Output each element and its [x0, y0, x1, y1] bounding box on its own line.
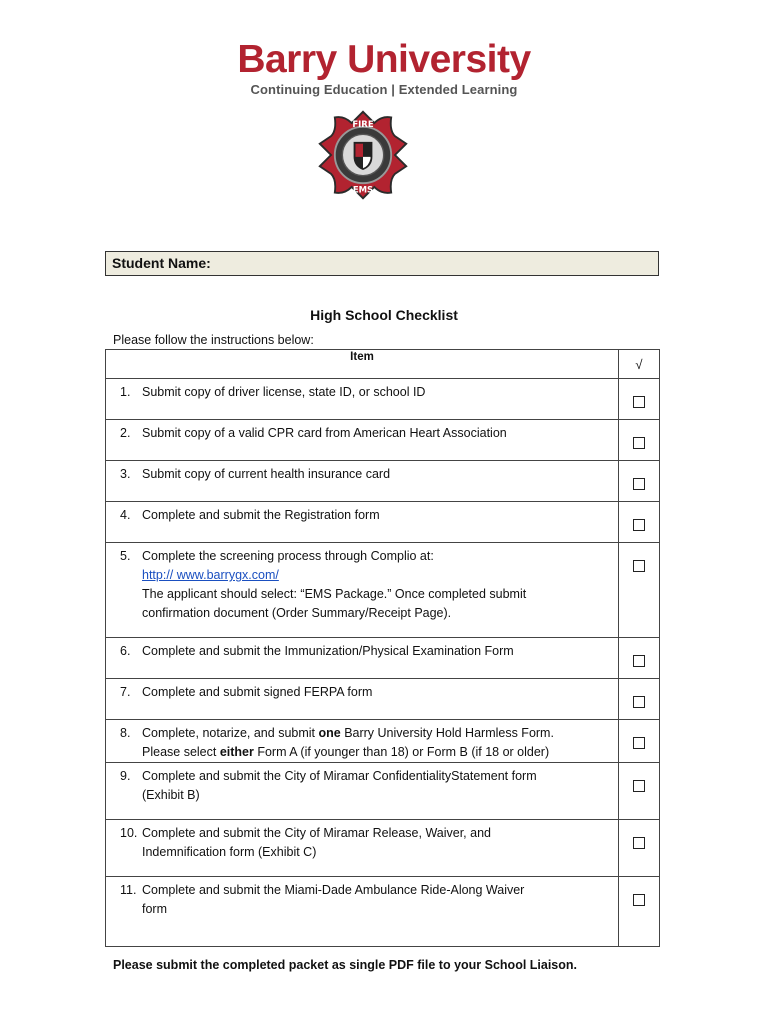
- item-number: 11.: [120, 883, 137, 897]
- checklist-table: [105, 349, 660, 947]
- check-cell: [619, 543, 660, 638]
- check-cell: [619, 720, 660, 763]
- checkbox[interactable]: [633, 560, 645, 572]
- checkbox[interactable]: [633, 696, 645, 708]
- checklist-item: [106, 720, 619, 763]
- item-text: Submit copy of driver license, state ID, or school ID: [142, 385, 426, 399]
- column-header-check: √: [619, 350, 660, 379]
- checklist-item: [106, 820, 619, 877]
- page-title: High School Checklist: [310, 307, 458, 323]
- item-number: 7.: [120, 685, 131, 699]
- emblem-bottom-text: EMS: [352, 184, 374, 195]
- footer-note: Please submit the completed packet as single PDF file to your School Liaison.: [113, 958, 578, 972]
- emblem-top-text: FIRE: [352, 118, 374, 129]
- item-number: 1.: [120, 385, 131, 399]
- check-cell: [619, 379, 660, 420]
- item-text: Complete and submit signed FERPA form: [142, 685, 373, 699]
- checklist-item: [106, 461, 619, 502]
- checklist-item: [106, 763, 619, 820]
- table-row: [106, 820, 660, 877]
- checklist-item: [106, 379, 619, 420]
- item-number: 2.: [120, 426, 131, 440]
- checklist-item: [106, 543, 619, 638]
- checkbox[interactable]: [633, 837, 645, 849]
- item-number: 5.: [120, 549, 131, 563]
- check-cell: [619, 420, 660, 461]
- item-text: Complete and submit the City of Miramar Release, Waiver, and Indemnification form (Exhibit C): [142, 826, 491, 859]
- check-cell: [619, 502, 660, 543]
- item-text: Complete and submit the Registration form: [142, 508, 380, 522]
- checkbox[interactable]: [633, 894, 645, 906]
- item-number: 3.: [120, 467, 131, 481]
- checkbox[interactable]: [633, 478, 645, 490]
- item-number: 4.: [120, 508, 131, 522]
- check-cell: [619, 820, 660, 877]
- brand-tagline: Continuing Education | Extended Learning: [250, 82, 518, 97]
- table-header-row: [106, 350, 660, 379]
- item-text: Complete and submit the Immunization/Physical Examination Form: [142, 644, 514, 658]
- check-cell: [619, 877, 660, 947]
- table-row: [106, 877, 660, 947]
- item-text: Submit copy of current health insurance card: [142, 467, 391, 481]
- item-number: 10.: [120, 826, 138, 840]
- table-row: [106, 638, 660, 679]
- student-name-label: Student Name:: [112, 255, 211, 271]
- item-text: Complete, notarize, and submit one Barry University Hold Harmless Form. Please select either Form A (if younger than 18) or Form B (if 18 or older): [142, 726, 554, 759]
- check-cell: [619, 461, 660, 502]
- checkbox[interactable]: [633, 655, 645, 667]
- check-cell: [619, 679, 660, 720]
- table-row: [106, 543, 660, 638]
- table-row: [106, 502, 660, 543]
- student-name-field[interactable]: [105, 251, 659, 276]
- checklist-item: [106, 877, 619, 947]
- checklist-item: [106, 679, 619, 720]
- table-row: [106, 679, 660, 720]
- check-cell: [619, 638, 660, 679]
- checkbox[interactable]: [633, 437, 645, 449]
- table-row: [106, 379, 660, 420]
- checklist-item: [106, 420, 619, 461]
- checkbox[interactable]: [633, 519, 645, 531]
- instructions-text: Please follow the instructions below:: [113, 333, 314, 347]
- checkbox[interactable]: [633, 780, 645, 792]
- item-text: Submit copy of a valid CPR card from American Heart Association: [142, 426, 507, 440]
- item-text: Complete the screening process through Complio at: http:// www.barrygx.com/ The applicant should select: “EMS Package.” Once completed submit confirmation document (Order Summary/Receipt Page).: [142, 549, 527, 620]
- item-text: Complete and submit the City of Miramar ConfidentialityStatement form (Exhibit B): [142, 769, 537, 802]
- table-row: [106, 461, 660, 502]
- checklist-item: [106, 502, 619, 543]
- table-row: [106, 720, 660, 763]
- fire-ems-emblem-icon: [316, 108, 410, 202]
- brand-name: Barry University: [237, 38, 531, 81]
- item-number: 8.: [120, 726, 131, 740]
- table-row: [106, 420, 660, 461]
- column-header-item: Item: [106, 350, 619, 379]
- checkbox[interactable]: [633, 737, 645, 749]
- item-number: 9.: [120, 769, 131, 783]
- table-row: [106, 763, 660, 820]
- item-number: 6.: [120, 644, 131, 658]
- complio-link[interactable]: http:// www.barrygx.com/: [142, 568, 279, 582]
- checkbox[interactable]: [633, 396, 645, 408]
- university-logo: [0, 36, 768, 97]
- checklist-item: [106, 638, 619, 679]
- item-text: Complete and submit the Miami-Dade Ambulance Ride-Along Waiver form: [142, 883, 525, 916]
- check-cell: [619, 763, 660, 820]
